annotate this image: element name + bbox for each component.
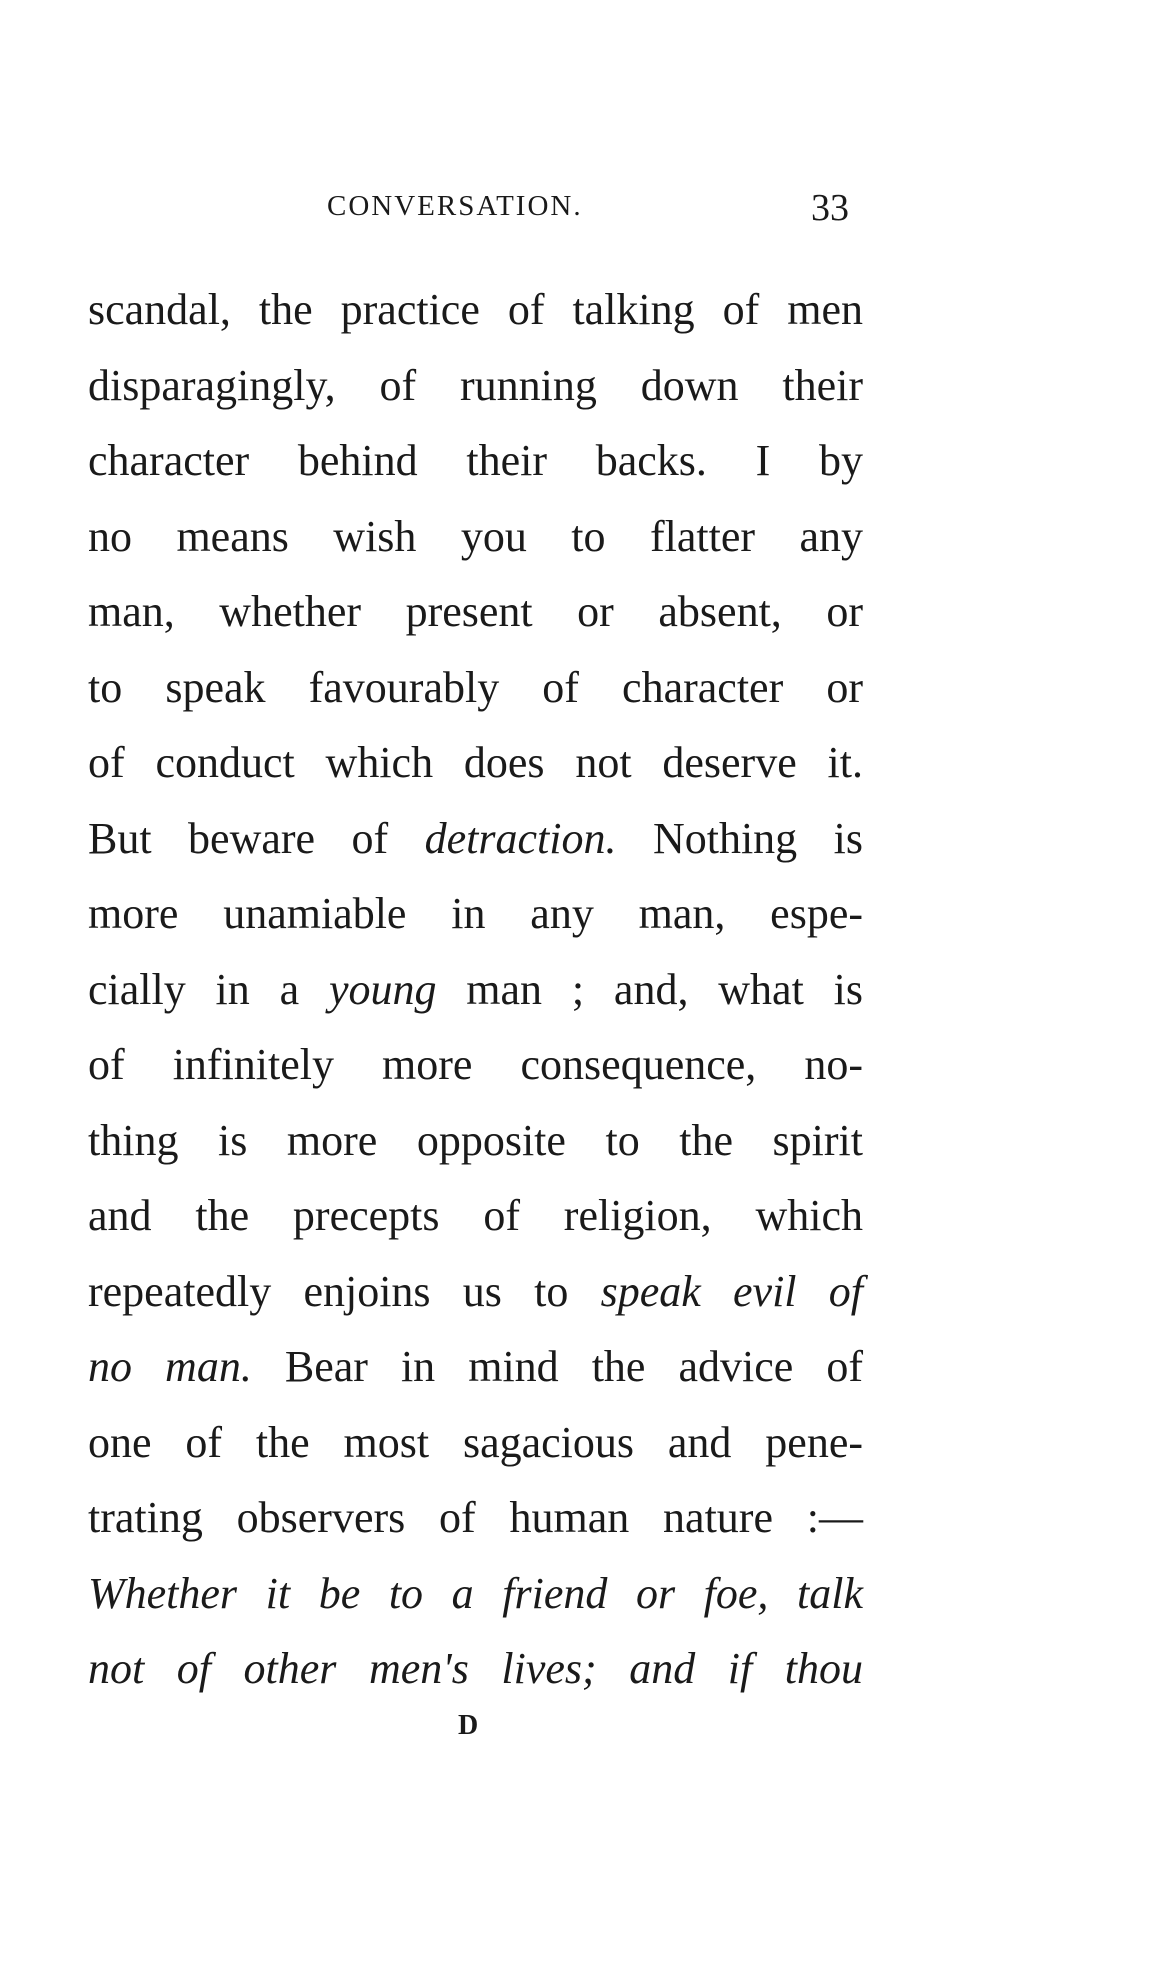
text-line: But beware of detraction. Nothing is: [88, 813, 863, 863]
text-line: character behind their backs. I by: [88, 436, 863, 485]
italic-text: young: [328, 964, 437, 1014]
text-line: of conduct which does not deserve it.: [88, 738, 863, 787]
text-line: no man. Bear in mind the advice of: [88, 1342, 864, 1391]
text-line: no means wish you to flatter any: [88, 511, 863, 561]
text-line: trating observers of human nature :—: [88, 1493, 863, 1542]
page-number: 33: [811, 187, 849, 229]
italic-text: not of other men's lives; and if thou: [88, 1644, 863, 1693]
text-line: more unamiable in any man, espe-: [88, 889, 863, 938]
running-head: CONVERSATION.: [327, 190, 583, 222]
text-line: to speak favourably of character or: [88, 662, 863, 712]
italic-text: no man.: [88, 1342, 252, 1391]
text-line: one of the most sagacious and pene-: [88, 1417, 863, 1467]
italic-text: speak evil of: [600, 1266, 863, 1316]
text-line: man, whether present or absent, or: [88, 587, 863, 636]
text-line: [88, 1631, 863, 1707]
text-line: repeatedly enjoins us to speak evil of: [88, 1266, 863, 1316]
text-line: scandal, the practice of talking of men: [88, 285, 863, 334]
signature-mark: D: [458, 1710, 479, 1741]
italic-text: detraction.: [424, 813, 617, 863]
text-line: and the precepts of religion, which: [88, 1191, 863, 1240]
text-line: [88, 1556, 863, 1632]
text-line: thing is more opposite to the spirit: [88, 1115, 863, 1165]
italic-text: Whether it be to a friend or foe, talk: [88, 1568, 863, 1618]
text-line: of infinitely more consequence, no-: [88, 1040, 863, 1089]
text-line: cially in a young man ; and, what is: [88, 964, 863, 1014]
body-text: [88, 272, 863, 1707]
text-line: disparagingly, of running down their: [88, 360, 863, 410]
